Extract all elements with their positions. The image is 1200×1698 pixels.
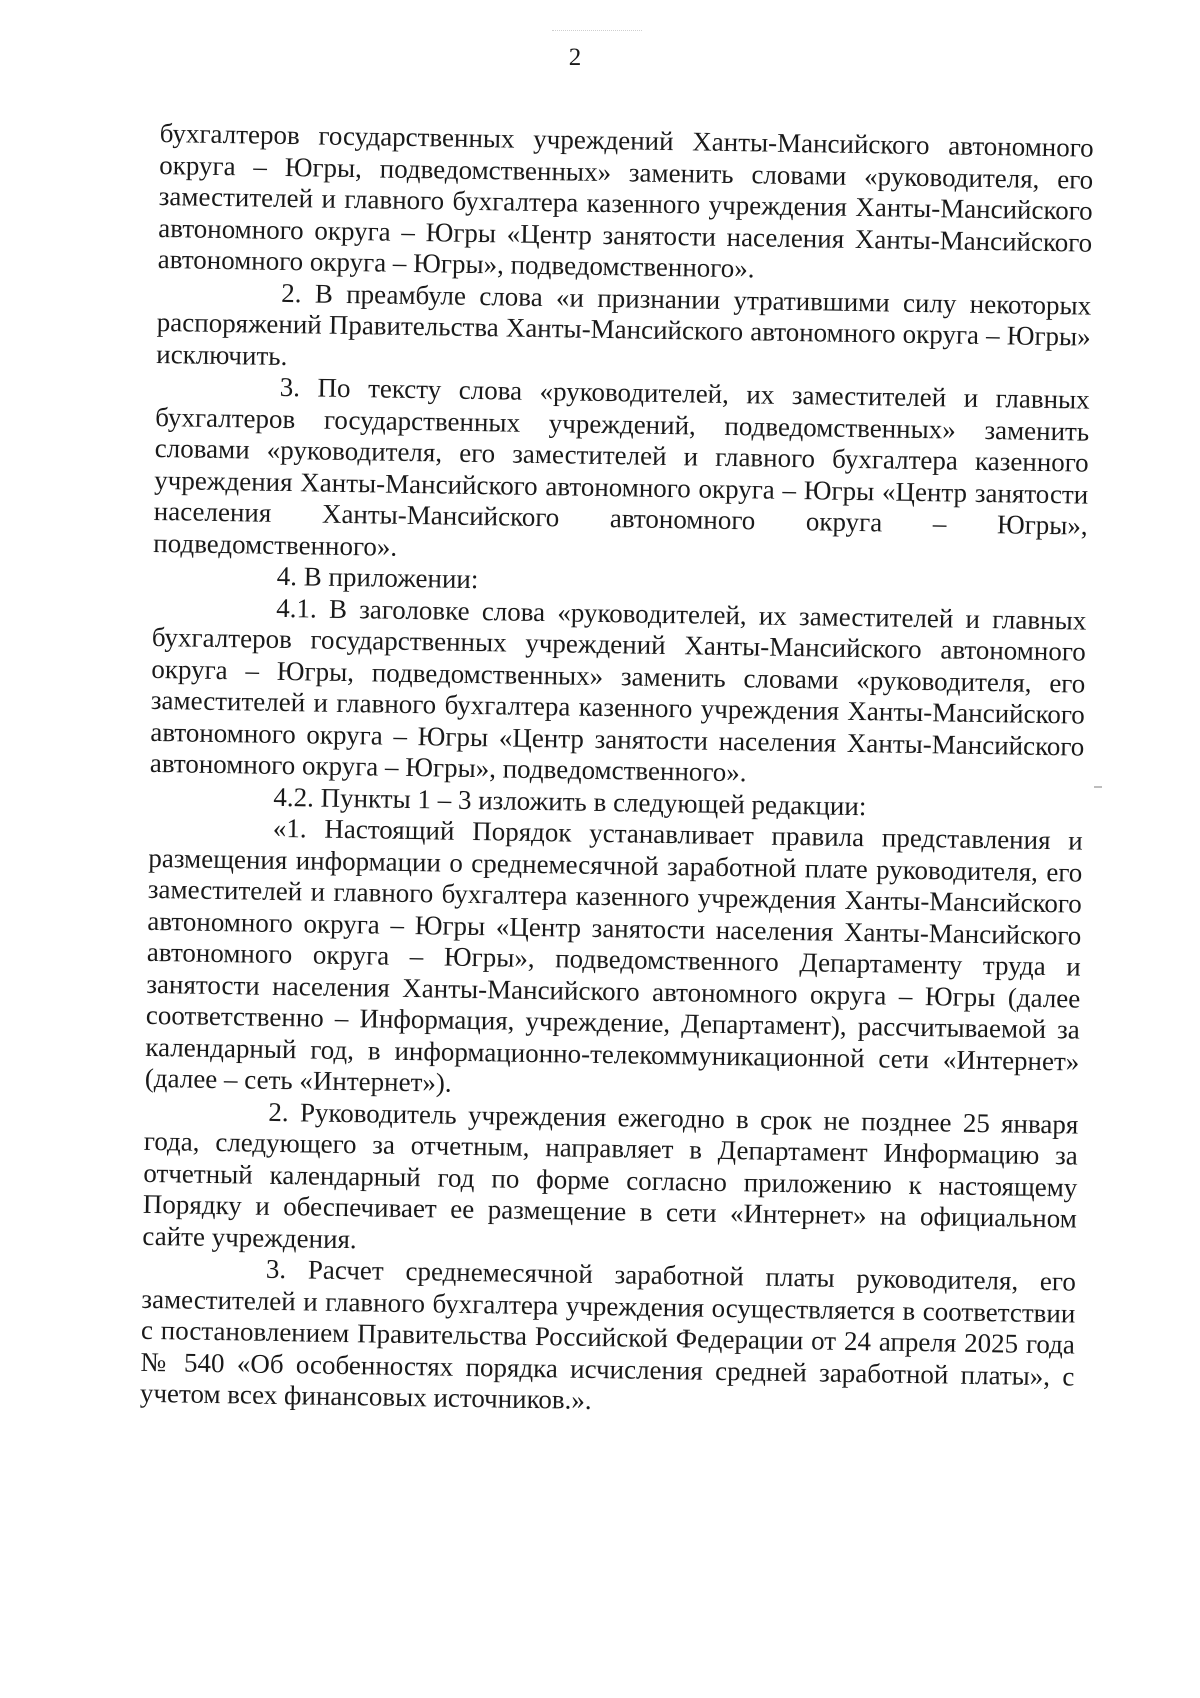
paragraph-4-1 xyxy=(150,590,1087,794)
paragraph-new-1 xyxy=(145,811,1083,1109)
paragraph-number: 3. xyxy=(279,371,301,403)
paragraph-number: 2. xyxy=(281,277,302,308)
paragraph-text: Пункты 1 – 3 изложить в следующей редакции: xyxy=(320,782,867,821)
paragraph-2 xyxy=(156,275,1091,384)
paragraph-number: 2. xyxy=(268,1096,289,1127)
paragraph-number: 4.2. xyxy=(273,781,315,812)
paragraph-text: В заголовке слова «руководителей, их заместителей и главных бухгалтеров государственных учреждений Ханты-Мансийского автономного округа – Югры, подведомственных» заменить словами «руководителя, его заместителей и главного бухгалтера казенного учреждения Ханты-Мансийского автономного округа – Югры «Центр занятости населения Ханты-Мансийского автономного округа – Югры», подведомственного». xyxy=(149,593,1087,788)
paragraph-text: В преамбуле слова «и признании утратившими силу некоторых распоряжений Правительства Ханты-Мансийского автономного округа – Югры» исключить. xyxy=(156,277,1092,371)
scan-artifact xyxy=(552,30,642,35)
paragraph-number: 4. xyxy=(276,560,298,592)
page-number: 2 xyxy=(568,44,582,71)
paragraph-number: 3. xyxy=(265,1253,287,1285)
paragraph-continuation xyxy=(158,118,1094,290)
paragraph-text: Расчет среднемесячной заработной платы руководителя, его заместителей и главного бухгалтера учреждения осуществляется в соответствии с постановлением Правительства Российской Федерации от 24 апреля 2025 года № 540 «Об особенностях порядка исчисления средней заработной платы», с учетом всех финансовых источников.». xyxy=(139,1254,1077,1415)
paragraph-new-2 xyxy=(142,1094,1078,1266)
document-body xyxy=(140,118,1094,1424)
paragraph-text: Настоящий Порядок устанавливает правила представления и размещения информации о среднемесячной заработной плате руководителя, его заместителей и главного бухгалтера казенного учреждения Ханты-Мансийского автономного округа – Югры «Центр занятости населения Ханты-Мансийского автономного округа – Югры», подведомственного Департаменту труда и занятости населения Ханты-Мансийского автономного округа – Югры (далее соответственно – Информация, учреждение, Департамент), рассчитываемой за календарный год, в информационно-телекоммуникационной сети «Интернет» (далее – сеть «Интернет»). xyxy=(144,813,1083,1098)
paragraph-3 xyxy=(153,370,1090,574)
paragraph-text: В приложении: xyxy=(303,561,479,595)
paragraph-number: 4.1. xyxy=(276,592,318,624)
paragraph-text: бухгалтеров государственных учреждений Ханты-Мансийского автономного округа – Югры, подведомственных» заменить словами «руководителя, его заместителей и главного бухгалтера казенного учреждения Ханты-Мансийского автономного округа – Югры «Центр занятости населения Ханты-Мансийского автономного округа – Югры», подведомственного». xyxy=(157,118,1094,284)
paragraph-number: «1. xyxy=(272,812,307,844)
scan-artifact xyxy=(1094,786,1102,788)
paragraph-text: Руководитель учреждения ежегодно в срок не позднее 25 января года, следующего за отчетным, направляет в Департамент Информацию за отчетный календарный год по форме согласно приложению к настоящему Порядку и обеспечивает ее размещение в сети «Интернет» на официальном сайте учреждения. xyxy=(142,1096,1079,1254)
paragraph-new-3 xyxy=(140,1252,1076,1424)
paragraph-text: По тексту слова «руководителей, их заместителей и главных бухгалтеров государственных учреждений, подведомственных» заменить словами «руководителя, его заместителей и главного бухгалтера казенного учреждения Ханты-Мансийского автономного округа – Югры «Центр занятости населения Ханты-Мансийского автономного округа – Югры», подведомственного». xyxy=(153,372,1090,562)
